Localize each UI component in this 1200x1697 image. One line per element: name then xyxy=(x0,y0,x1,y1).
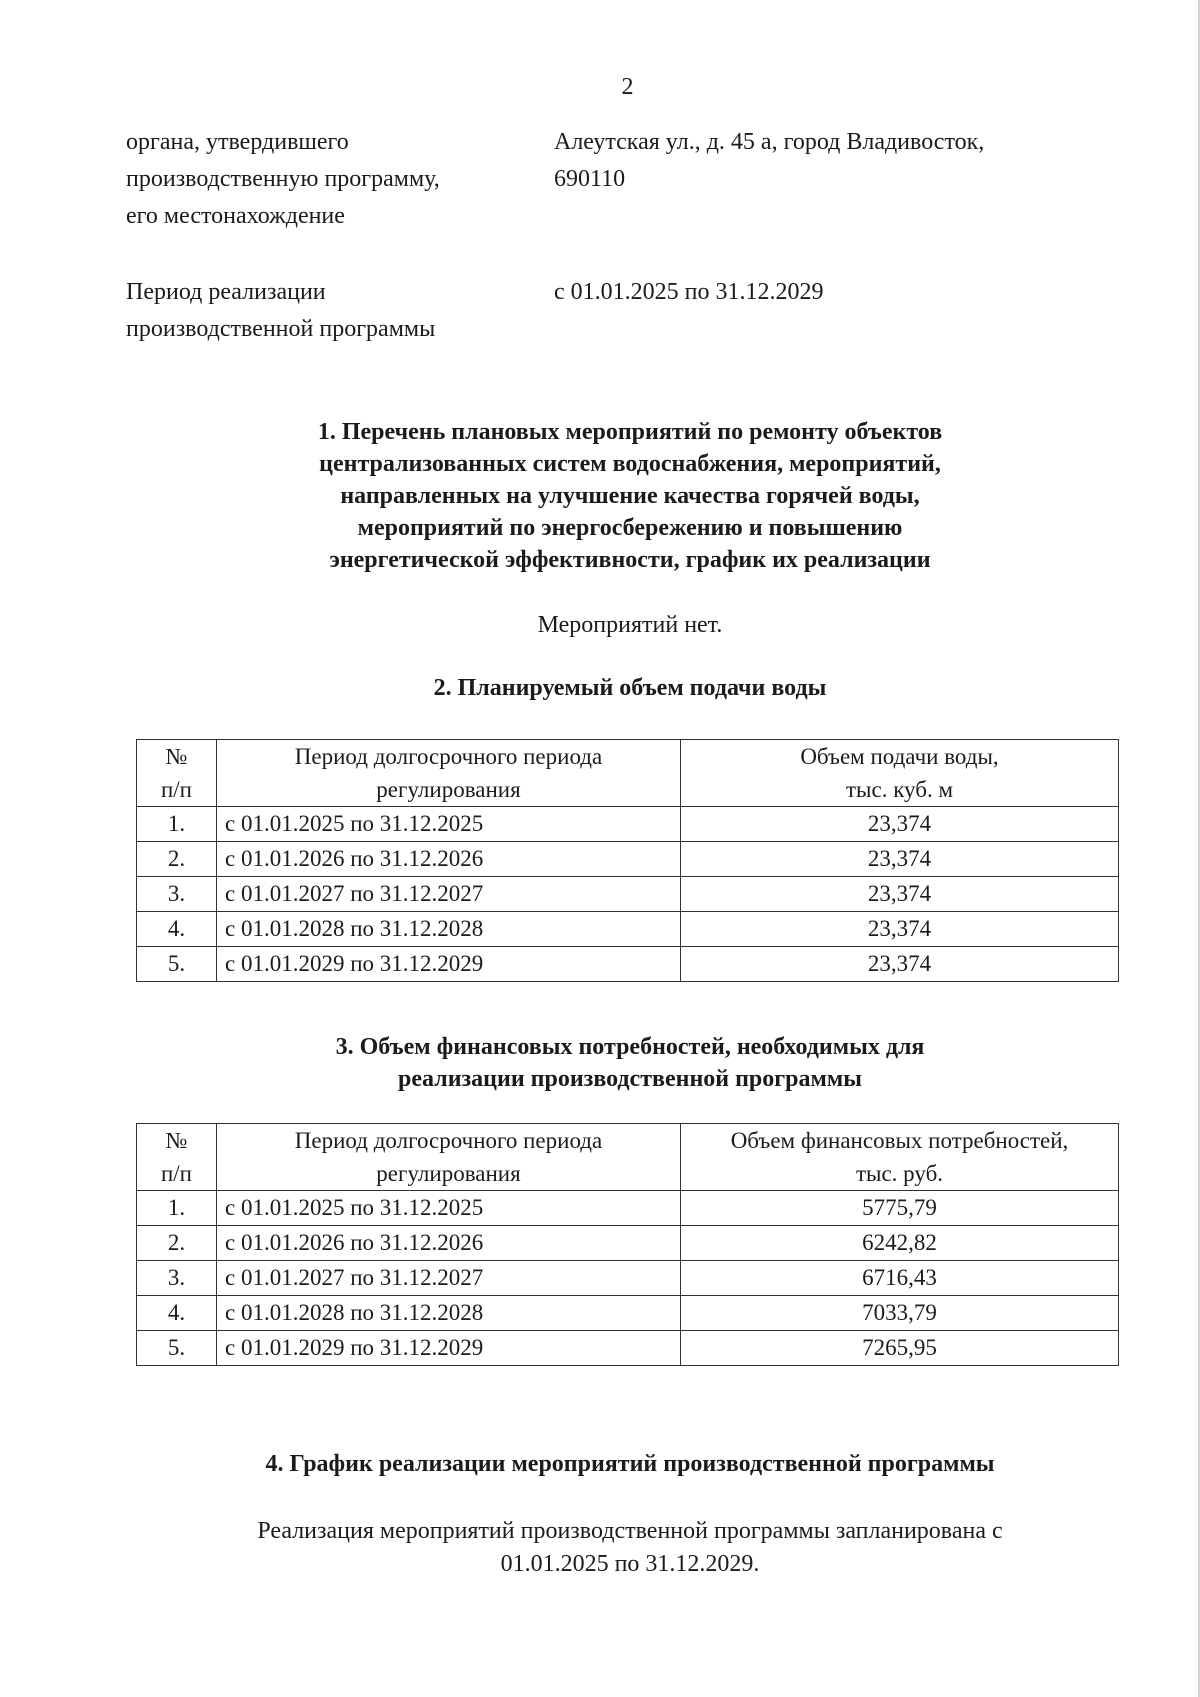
row-period: с 01.01.2027 по 31.12.2027 xyxy=(217,877,681,912)
row-period: с 01.01.2027 по 31.12.2027 xyxy=(217,1261,681,1296)
heading-line: 3. Объем финансовых потребностей, необходимых для xyxy=(335,1034,925,1060)
table-row xyxy=(137,1331,1119,1366)
row-num: 1. xyxy=(137,807,217,842)
row-value: 7265,95 xyxy=(681,1331,1119,1366)
table-row xyxy=(137,912,1119,947)
row-period: с 01.01.2025 по 31.12.2025 xyxy=(217,1191,681,1226)
page-number: 2 xyxy=(621,74,634,100)
table-header-row xyxy=(137,740,1119,807)
heading-line: направленных на улучшение качества горячей воды, xyxy=(340,483,920,509)
section-1-heading xyxy=(150,416,1110,576)
row-period: с 01.01.2025 по 31.12.2025 xyxy=(217,807,681,842)
heading-line: реализации производственной программы xyxy=(398,1066,862,1092)
water-supply-table xyxy=(136,739,1119,982)
row-value: 23,374 xyxy=(681,912,1119,947)
table-row xyxy=(137,1226,1119,1261)
info-label xyxy=(126,124,546,235)
header-volume: Объем подачи воды, тыс. куб. м xyxy=(681,740,1119,807)
info-label-line: органа, утвердившего xyxy=(126,129,349,155)
row-value: 7033,79 xyxy=(681,1296,1119,1331)
info-value xyxy=(554,274,1094,311)
info-value xyxy=(554,124,1094,198)
financial-needs-table xyxy=(136,1123,1119,1366)
row-num: 1. xyxy=(137,1191,217,1226)
info-label-line: Период реализации xyxy=(126,279,326,305)
table-row xyxy=(137,947,1119,982)
info-value-line: 690110 xyxy=(554,166,626,192)
row-num: 3. xyxy=(137,877,217,912)
header-num: № п/п xyxy=(137,740,217,807)
header-num: № п/п xyxy=(137,1124,217,1191)
row-value: 6242,82 xyxy=(681,1226,1119,1261)
section-4-text xyxy=(150,1515,1110,1581)
header-period: Период долгосрочного периода регулирования xyxy=(217,1124,681,1191)
table-row xyxy=(137,1191,1119,1226)
section-4-heading: 4. График реализации мероприятий производственной программы xyxy=(265,1451,995,1477)
row-num: 5. xyxy=(137,1331,217,1366)
row-period: с 01.01.2029 по 31.12.2029 xyxy=(217,1331,681,1366)
table-row xyxy=(137,842,1119,877)
row-num: 3. xyxy=(137,1261,217,1296)
header-finance: Объем финансовых потребностей, тыс. руб. xyxy=(681,1124,1119,1191)
row-period: с 01.01.2029 по 31.12.2029 xyxy=(217,947,681,982)
info-label-line: производственной программы xyxy=(126,316,436,342)
row-period: с 01.01.2026 по 31.12.2026 xyxy=(217,1226,681,1261)
table-row xyxy=(137,1261,1119,1296)
heading-line: мероприятий по энергосбережению и повышению xyxy=(357,515,903,541)
section-2-heading: 2. Планируемый объем подачи воды xyxy=(433,675,827,701)
section-1-note: Мероприятий нет. xyxy=(537,612,723,638)
info-value-line: Алеутская ул., д. 45 а, город Владивосток, xyxy=(554,129,985,155)
heading-line: энергетической эффективности, график их реализации xyxy=(329,547,931,573)
row-value: 6716,43 xyxy=(681,1261,1119,1296)
table-row xyxy=(137,807,1119,842)
row-period: с 01.01.2028 по 31.12.2028 xyxy=(217,1296,681,1331)
row-num: 2. xyxy=(137,1226,217,1261)
table-row xyxy=(137,1296,1119,1331)
info-label xyxy=(126,274,546,348)
info-label-line: производственную программу, xyxy=(126,166,440,192)
info-value-line: с 01.01.2025 по 31.12.2029 xyxy=(554,279,824,305)
row-num: 4. xyxy=(137,1296,217,1331)
section-3-heading xyxy=(150,1031,1110,1095)
header-period: Период долгосрочного периода регулирования xyxy=(217,740,681,807)
row-value: 5775,79 xyxy=(681,1191,1119,1226)
row-num: 5. xyxy=(137,947,217,982)
row-value: 23,374 xyxy=(681,947,1119,982)
table-row xyxy=(137,877,1119,912)
row-period: с 01.01.2026 по 31.12.2026 xyxy=(217,842,681,877)
info-label-line: его местонахождение xyxy=(126,203,345,229)
heading-line: 1. Перечень плановых мероприятий по ремонту объектов xyxy=(317,419,943,445)
row-num: 4. xyxy=(137,912,217,947)
row-value: 23,374 xyxy=(681,842,1119,877)
text-line: 01.01.2025 по 31.12.2029. xyxy=(500,1551,760,1577)
row-num: 2. xyxy=(137,842,217,877)
row-value: 23,374 xyxy=(681,877,1119,912)
row-value: 23,374 xyxy=(681,807,1119,842)
heading-line: централизованных систем водоснабжения, мероприятий, xyxy=(319,451,941,477)
row-period: с 01.01.2028 по 31.12.2028 xyxy=(217,912,681,947)
table-header-row xyxy=(137,1124,1119,1191)
text-line: Реализация мероприятий производственной программы запланирована с xyxy=(257,1518,1003,1544)
